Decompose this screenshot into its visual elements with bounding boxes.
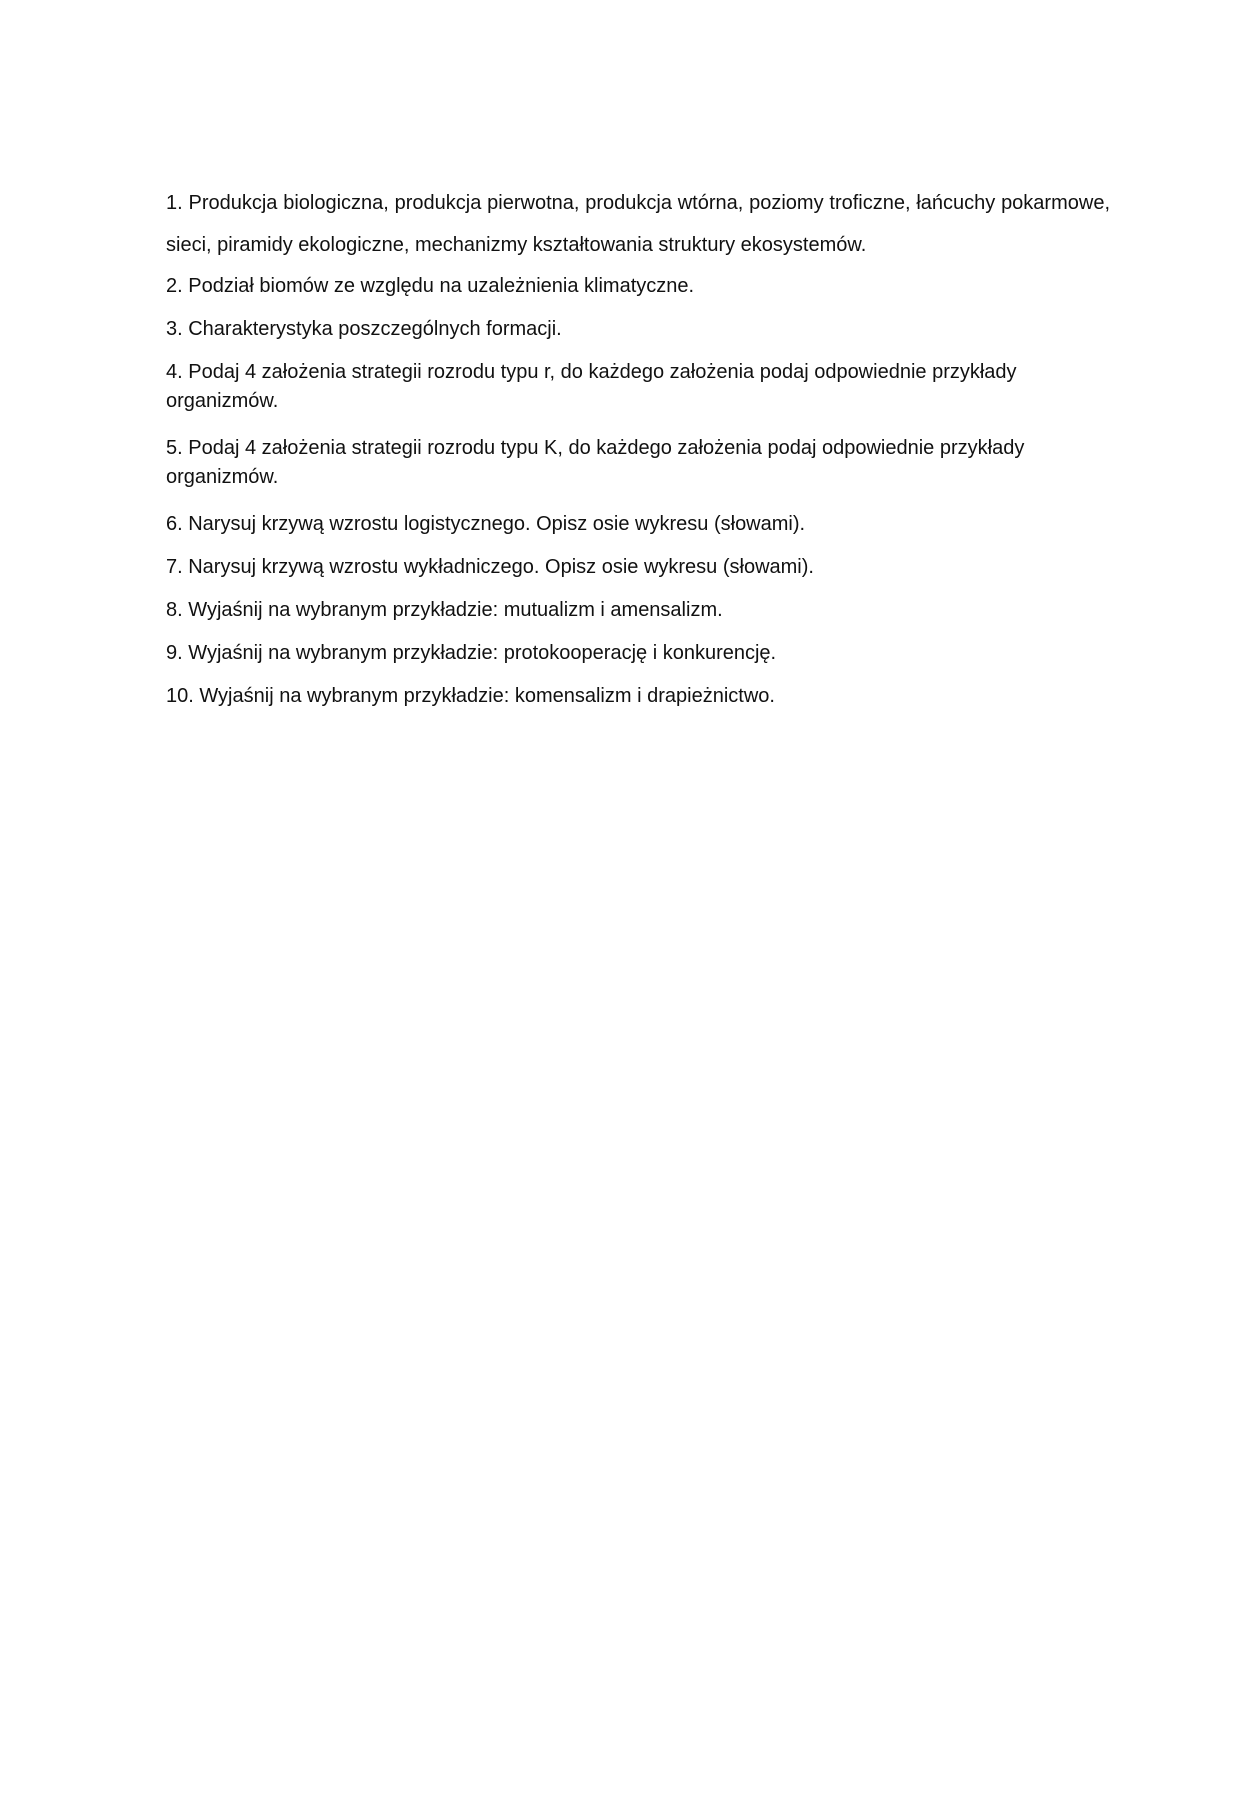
- question-4: 4. Podaj 4 założenia strategii rozrodu typu r, do każdego założenia podaj odpowiednie przykłady organizmów.: [166, 361, 1017, 412]
- question-2: 2. Podział biomów ze względu na uzależnienia klimatyczne.: [166, 275, 695, 297]
- question-10: 10. Wyjaśnij na wybranym przykładzie: komensalizm i drapieżnictwo.: [166, 685, 775, 707]
- question-list: [166, 188, 1110, 725]
- question-8: 8. Wyjaśnij na wybranym przykładzie: mutualizm i amensalizm.: [166, 599, 723, 621]
- question-1: 1. Produkcja biologiczna, produkcja pierwotna, produkcja wtórna, poziomy troficzne, łańcuchy pokarmowe, sieci, piramidy ekologiczne, mechanizmy kształtowania struktury ekosystemów.: [166, 192, 1110, 256]
- question-3: 3. Charakterystyka poszczególnych formacji.: [166, 318, 562, 340]
- question-9: 9. Wyjaśnij na wybranym przykładzie: protokooperację i konkurencję.: [166, 642, 777, 664]
- question-6: 6. Narysuj krzywą wzrostu logistycznego. Opisz osie wykresu (słowami).: [166, 513, 806, 535]
- question-7: 7. Narysuj krzywą wzrostu wykładniczego. Opisz osie wykresu (słowami).: [166, 556, 814, 578]
- question-5: 5. Podaj 4 założenia strategii rozrodu typu K, do każdego założenia podaj odpowiednie przykłady organizmów.: [166, 437, 1025, 488]
